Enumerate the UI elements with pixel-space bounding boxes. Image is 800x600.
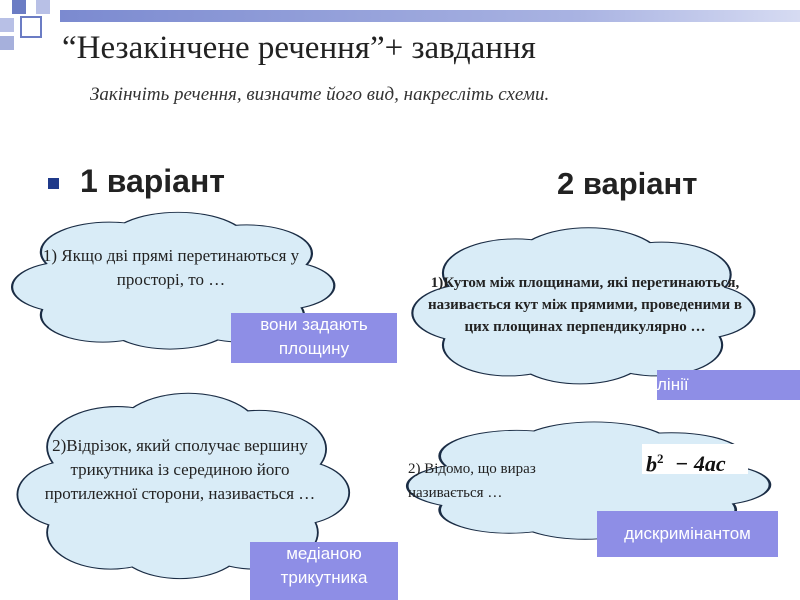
formula-rest: − 4ac (675, 451, 726, 477)
slide-title: “Незакінчене речення”+ завдання (62, 30, 536, 66)
v2-question-2: 2) Відомо, що вираз називається … (408, 461, 536, 501)
v2-answer-1: лінії (657, 370, 800, 400)
slide-subtitle: Закінчіть речення, визначте його вид, накресліть схеми. (90, 84, 550, 105)
formula-exponent: 2 (657, 451, 664, 466)
v2-answer-2: дискримінантом (597, 511, 778, 557)
v1-question-1: 1) Якщо дві прямі перетинаються у просторі, то … (42, 246, 300, 289)
variant-1-heading: 1 варіант (80, 163, 225, 199)
v2-question-1: 1)Кутом між площинами, які перетинаються, називається кут між прямими, проведеними в цих площинах перпендикулярно … (427, 275, 742, 335)
v1-answer-1: вони задають площину (231, 313, 397, 363)
variant-2-heading: 2 варіант (557, 166, 698, 201)
formula-b: b (646, 451, 657, 477)
v1-answer-2: медіаною трикутника (250, 542, 398, 600)
formula-discriminant (642, 444, 748, 477)
v1-question-2: 2)Відрізок, який сполучає вершину трикутника із серединою його протилежної сторони, називається … (44, 436, 316, 503)
